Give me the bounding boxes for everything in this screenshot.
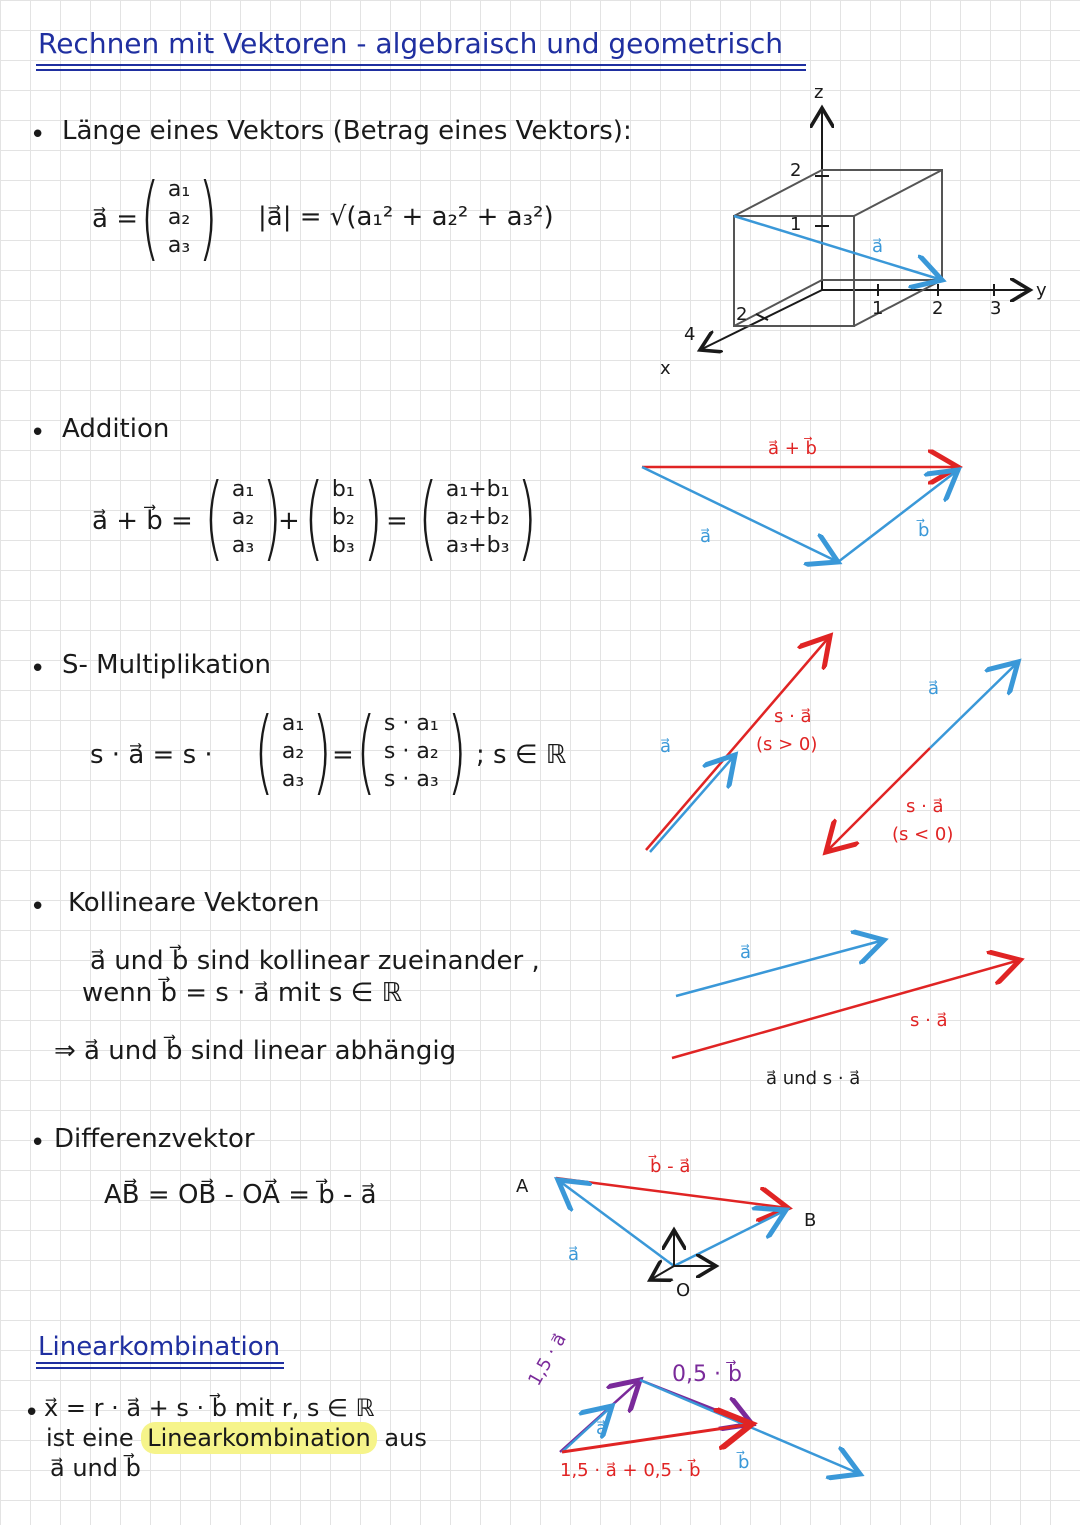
smult-vector-result: ( s · a₁ s · a₂ s · a₃ ) bbox=[356, 698, 467, 805]
tick-y-2: 2 bbox=[932, 298, 944, 319]
bullet-smult: • bbox=[30, 654, 46, 684]
bullet-laenge: • bbox=[30, 120, 46, 150]
linear-line3: a⃗ und b⃗ bbox=[50, 1454, 141, 1482]
smult-label-sa-neg: s · a⃗ bbox=[906, 796, 944, 817]
add-b3: b₃ bbox=[331, 533, 355, 558]
smult-a3: a₃ bbox=[281, 767, 305, 792]
smult-r1: s · a₁ bbox=[383, 711, 439, 736]
axis-label-x: x bbox=[660, 358, 671, 379]
add-label-sum: a⃗ + b⃗ bbox=[768, 438, 817, 459]
smult-label-sa-pos: s · a⃗ bbox=[774, 706, 812, 727]
smult-a1: a₁ bbox=[281, 711, 305, 736]
koll-label-sa: s · a⃗ bbox=[910, 1010, 948, 1031]
linear-line1: x⃗ = r · a⃗ + s · b⃗ mit r, s ∈ ℝ bbox=[44, 1394, 375, 1422]
cube-label-a: a⃗ bbox=[872, 236, 884, 257]
smult-r3: s · a₃ bbox=[383, 767, 439, 792]
add-a3: a₃ bbox=[231, 533, 255, 558]
smult-domain: ; s ∈ ℝ bbox=[476, 740, 567, 770]
addition-heading: Addition bbox=[62, 414, 170, 444]
smult-vector-a: ( a₁ a₂ a₃ ) bbox=[254, 698, 333, 805]
bullet-linear: • bbox=[24, 1398, 40, 1428]
linear-highlight: Linearkombination bbox=[141, 1422, 377, 1454]
lin-label-sb: 0,5 · b⃗ bbox=[672, 1362, 742, 1387]
smult-lhs: s · a⃗ = s · bbox=[90, 740, 213, 770]
kollinear-line2: wenn b⃗ = s · a⃗ mit s ∈ ℝ bbox=[82, 978, 403, 1008]
smult-vector-a-right bbox=[930, 662, 1018, 748]
koll-caption: a⃗ und s · a⃗ bbox=[766, 1068, 861, 1089]
koll-vector-a bbox=[676, 940, 884, 996]
differenz-heading: Differenzvektor bbox=[54, 1124, 255, 1154]
addition-vector-b: ( b₁ b₂ b₃ ) bbox=[304, 464, 383, 571]
add-label-b: b⃗ bbox=[918, 520, 930, 541]
add-vector-a bbox=[642, 467, 838, 562]
lin-label-ra: 1,5 · a⃗ bbox=[524, 1329, 571, 1390]
laenge-comp-1: a₁ bbox=[167, 177, 191, 202]
diff-label-O: O bbox=[676, 1280, 691, 1301]
smult-label-pos-cond: (s > 0) bbox=[756, 734, 818, 755]
laenge-comp-3: a₃ bbox=[167, 233, 191, 258]
add-label-a: a⃗ bbox=[700, 526, 712, 547]
smult-heading: S- Multiplikation bbox=[62, 650, 271, 680]
add-s3: a₃+b₃ bbox=[445, 533, 510, 558]
smult-label-a-right: a⃗ bbox=[928, 678, 940, 699]
bullet-addition: • bbox=[30, 418, 46, 448]
lin-label-result: 1,5 · a⃗ + 0,5 · b⃗ bbox=[560, 1460, 701, 1481]
x-axis bbox=[700, 290, 822, 350]
diff-label-diff: b⃗ - a⃗ bbox=[650, 1156, 691, 1177]
smult-label-neg-cond: (s < 0) bbox=[892, 824, 954, 845]
diff-label-a: a⃗ bbox=[568, 1244, 580, 1265]
addition-eq: = bbox=[386, 506, 408, 536]
laenge-formula: |a⃗| = √(a₁² + a₂² + a₃²) bbox=[258, 202, 554, 232]
linear-line2-post: aus bbox=[384, 1424, 427, 1452]
smult-a2: a₂ bbox=[281, 739, 305, 764]
lin-vector-result bbox=[562, 1424, 752, 1452]
addition-lhs: a⃗ + b⃗ = bbox=[92, 506, 193, 536]
tick-y-3: 3 bbox=[990, 298, 1002, 319]
laenge-heading: Länge eines Vektors (Betrag eines Vektors): bbox=[62, 116, 632, 146]
add-s2: a₂+b₂ bbox=[445, 505, 510, 530]
tick-y-1: 1 bbox=[872, 298, 884, 319]
addition-plus: + bbox=[278, 506, 300, 536]
tick-z-1: 1 bbox=[790, 214, 802, 235]
koll-vector-sa bbox=[672, 960, 1020, 1058]
add-a2: a₂ bbox=[231, 505, 255, 530]
differenz-formula: AB⃗ = OB⃗ - OA⃗ = b⃗ - a⃗ bbox=[104, 1180, 377, 1210]
tick-x-2: 2 bbox=[736, 304, 748, 325]
kollinear-line3: ⇒ a⃗ und b⃗ sind linear abhängig bbox=[54, 1036, 457, 1066]
linear-heading: Linearkombination bbox=[38, 1332, 281, 1362]
cube-vector-a bbox=[734, 216, 942, 280]
smult-eq: = bbox=[332, 740, 354, 770]
laenge-vec-lhs: a⃗ = bbox=[92, 204, 138, 234]
addition-vector-a: ( a₁ a₂ a₃ ) bbox=[204, 464, 283, 571]
koll-label-a: a⃗ bbox=[740, 942, 752, 963]
add-a1: a₁ bbox=[231, 477, 255, 502]
tick-z-2: 2 bbox=[790, 160, 802, 181]
diff-vector-ob bbox=[674, 1210, 786, 1266]
add-vector-b bbox=[838, 470, 958, 562]
linear-underline bbox=[36, 1362, 284, 1364]
add-b2: b₂ bbox=[331, 505, 355, 530]
smult-vector-a-left bbox=[650, 755, 735, 852]
smult-r2: s · a₂ bbox=[383, 739, 439, 764]
tick-x-4: 4 bbox=[684, 324, 696, 345]
addition-vector-sum: ( a₁+b₁ a₂+b₂ a₃+b₃ ) bbox=[418, 464, 538, 571]
bullet-differenz: • bbox=[30, 1128, 46, 1158]
kollinear-heading: Kollineare Vektoren bbox=[68, 888, 320, 918]
linear-line2 bbox=[46, 1426, 427, 1450]
diff-label-B: B bbox=[804, 1210, 817, 1231]
laenge-comp-2: a₂ bbox=[167, 205, 191, 230]
add-b1: b₁ bbox=[331, 477, 355, 502]
diff-axis-left bbox=[650, 1266, 674, 1280]
bullet-kollinear: • bbox=[30, 892, 46, 922]
laenge-vector: ( a₁ a₂ a₃ ) bbox=[140, 164, 219, 271]
linear-underline-2 bbox=[36, 1367, 284, 1369]
add-s1: a₁+b₁ bbox=[445, 477, 510, 502]
axis-label-y: y bbox=[1036, 280, 1047, 301]
lin-label-a: a⃗ bbox=[596, 1418, 608, 1439]
page-title: Rechnen mit Vektoren - algebraisch und geometrisch bbox=[38, 27, 784, 60]
smult-label-a-left: a⃗ bbox=[660, 736, 672, 757]
axis-label-z: z bbox=[814, 82, 824, 103]
kollinear-line1: a⃗ und b⃗ sind kollinear zueinander , bbox=[90, 946, 540, 976]
linear-line2-pre: ist eine bbox=[46, 1424, 134, 1452]
lin-label-b: b⃗ bbox=[738, 1452, 750, 1473]
diff-label-A: A bbox=[516, 1176, 529, 1197]
